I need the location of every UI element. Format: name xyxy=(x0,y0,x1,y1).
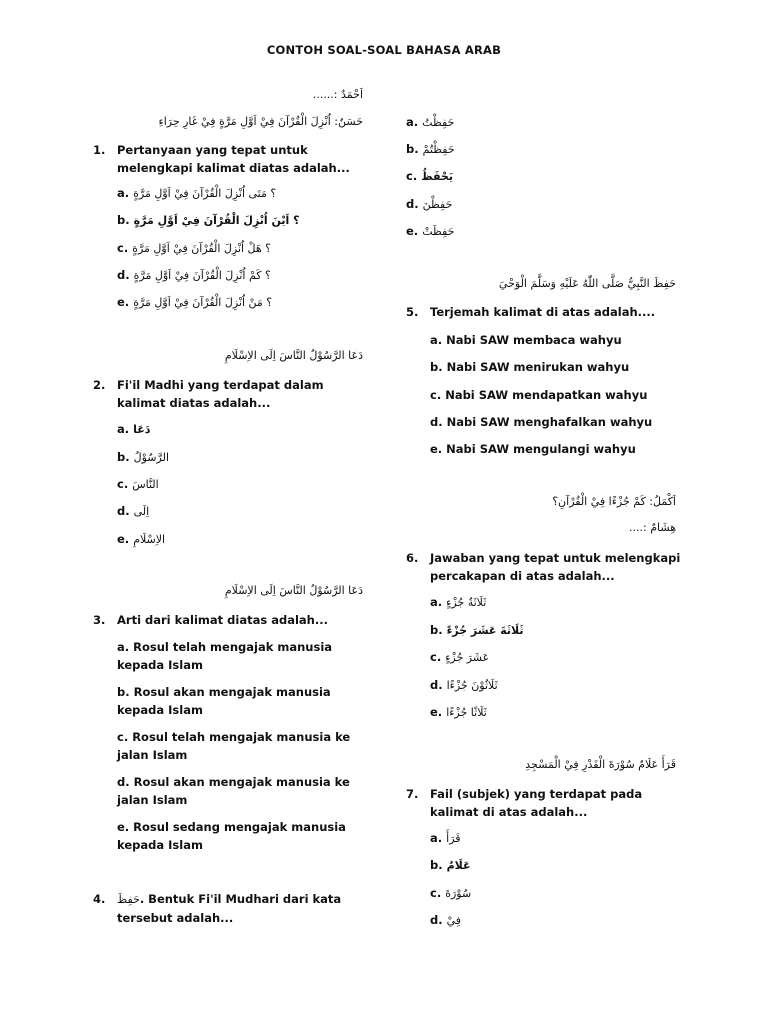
q5-option-a: a. Nabi SAW membaca wahyu xyxy=(430,333,622,347)
q6-option-a: a. ثَلَاثَةُ جُزْءٍ xyxy=(430,595,487,609)
dialog6-answer-line: هِشَامٌ :.... xyxy=(629,521,676,534)
question-6 xyxy=(406,549,681,589)
q7-option-a: a. قَرَأَ xyxy=(430,831,461,845)
q4-option-a: a. حَفِظْتُ xyxy=(406,115,455,129)
dialog6-question-line: اَكْمَلُ: كَمْ جُزْءًا فِيْ الْقُرْآنِ؟ xyxy=(552,495,676,508)
q7-option-b: b. عَلَامٌ xyxy=(430,858,471,872)
q4-option-d: d. حَفِظْنَ xyxy=(406,197,453,211)
question-number: 2. xyxy=(93,378,106,392)
q1-option-c: c. ؟ هَلْ اُنْزِلَ الْقُرْآنَ فِيْ اَوَّلِ مَرَّةٍ xyxy=(117,241,272,255)
q2-option-a: a. دَعَا xyxy=(117,422,151,436)
question-text: Jawaban yang tepat untuk melengkapi percakapan di atas adalah... xyxy=(430,551,681,583)
q5-option-c: c. Nabi SAW mendapatkan wahyu xyxy=(430,388,648,402)
question-7 xyxy=(406,785,681,825)
q3-option-b: b. Rosul akan mengajak manusia kepada Islam xyxy=(117,685,331,717)
question-text: Pertanyaan yang tepat untuk melengkapi kalimat diatas adalah... xyxy=(117,143,350,175)
question-number: 6. xyxy=(406,551,419,565)
question-text: Arti dari kalimat diatas adalah... xyxy=(117,613,328,627)
q2-sentence: دَعَا الرَّسُوْلُ النَّاسَ اِلَى الاِسْلَامِ xyxy=(224,349,363,362)
q5-option-d: d. Nabi SAW menghafalkan wahyu xyxy=(430,415,653,429)
q6-option-c: c. عَشَرَ جُزْءٍ xyxy=(430,650,490,664)
dialog-question-line: اَحْمَدٌ :...... xyxy=(312,88,363,101)
q5-option-e: e. Nabi SAW mengulangi wahyu xyxy=(430,442,636,456)
q4-option-b: b. حَفِظْتُمْ xyxy=(406,142,455,156)
question-number: 3. xyxy=(93,613,106,627)
question-number: 1. xyxy=(93,143,106,157)
q3-option-e: e. Rosul sedang mengajak manusia kepada Islam xyxy=(117,820,346,852)
question-4 xyxy=(93,890,368,930)
q2-option-c: c. النَّاسَ xyxy=(117,477,159,491)
q7-sentence: قَرَأَ عَلَامٌ سُوْرَةَ الْقَدْرِ فِيْ الْمَسْجِدِ xyxy=(525,758,676,771)
question-number: 4. xyxy=(93,892,106,906)
q6-option-e: e. ثَلَاثًا جُزْءًا xyxy=(430,705,487,719)
q4-option-e: e. حَفِظَتْ xyxy=(406,224,455,238)
q3-option-c: c. Rosul telah mengajak manusia ke jalan Islam xyxy=(117,730,351,762)
question-text: Terjemah kalimat di atas adalah.... xyxy=(430,305,656,319)
q2-option-b: b. الرَّسُوْلُ xyxy=(117,450,169,464)
q1-option-d: d. ؟ كَمْ اُنْزِلَ الْقُرْآنَ فِيْ اَوَّلِ مَرَّةٍ xyxy=(117,268,271,282)
question-2 xyxy=(93,376,368,416)
question-number: 7. xyxy=(406,787,419,801)
q3-option-d: d. Rosul akan mengajak manusia ke jalan Islam xyxy=(117,775,350,807)
q2-option-e: e. الاِسْلَامِ xyxy=(117,532,166,546)
q5-sentence: حَفِظَ النَّبِيُّ صَلَّى اللّٰهُ عَلَيْهِ وَسَلَّمَ الْوَحْيَ xyxy=(498,277,676,290)
q4-arabic-word: حَفِظَ xyxy=(117,893,140,906)
q3-sentence: دَعَا الرَّسُوْلُ النَّاسَ اِلَى الاِسْلَامِ xyxy=(224,584,363,597)
question-5 xyxy=(406,303,681,323)
q6-option-d: d. ثَلَاثُوْنَ جُزْءًا xyxy=(430,678,498,692)
q7-option-d: d. فِيْ xyxy=(430,913,462,927)
q1-option-a: a. ؟ مَتَى اُنْزِلَ الْقُرْآنَ فِيْ اَوَّلِ مَرَّةٍ xyxy=(117,186,277,200)
q6-option-b: b. ثَلَاثَةَ عَشَرَ جُزْءً xyxy=(430,623,524,637)
q1-option-b: b. ؟ اَيْنَ اُنْزِلَ الْقُرْآنَ فِيْ اَوَّلِ مَرَّةٍ xyxy=(117,213,300,227)
question-text: Fi'il Madhi yang terdapat dalam kalimat diatas adalah... xyxy=(117,378,324,410)
question-text: حَفِظَ. Bentuk Fi'il Mudhari dari kata tersebut adalah... xyxy=(117,892,342,925)
q1-option-e: e. ؟ مَنْ اُنْزِلَ الْقُرْآنَ فِيْ اَوَّلِ مَرَّةٍ xyxy=(117,295,273,309)
q3-option-a: a. Rosul telah mengajak manusia kepada Islam xyxy=(117,640,333,672)
question-1 xyxy=(93,141,368,181)
question-text: Fail (subjek) yang terdapat pada kalimat di atas adalah... xyxy=(430,787,643,819)
question-number: 5. xyxy=(406,305,419,319)
document-title: CONTOH SOAL-SOAL BAHASA ARAB xyxy=(266,43,502,57)
question-3 xyxy=(93,611,368,631)
q7-option-c: c. سُوْرَةَ xyxy=(430,886,472,900)
dialog-answer-line: حَسَنٌ: اُنْزِلَ الْقُرْآنَ فِيْ اَوَّلِ مَرَّةٍ فِيْ غَارِ حِرَاءِ xyxy=(158,115,363,128)
q4-option-c: c. يَحْفَظُ xyxy=(406,169,453,183)
q2-option-d: d. اِلَى xyxy=(117,504,150,518)
q5-option-b: b. Nabi SAW menirukan wahyu xyxy=(430,360,630,374)
